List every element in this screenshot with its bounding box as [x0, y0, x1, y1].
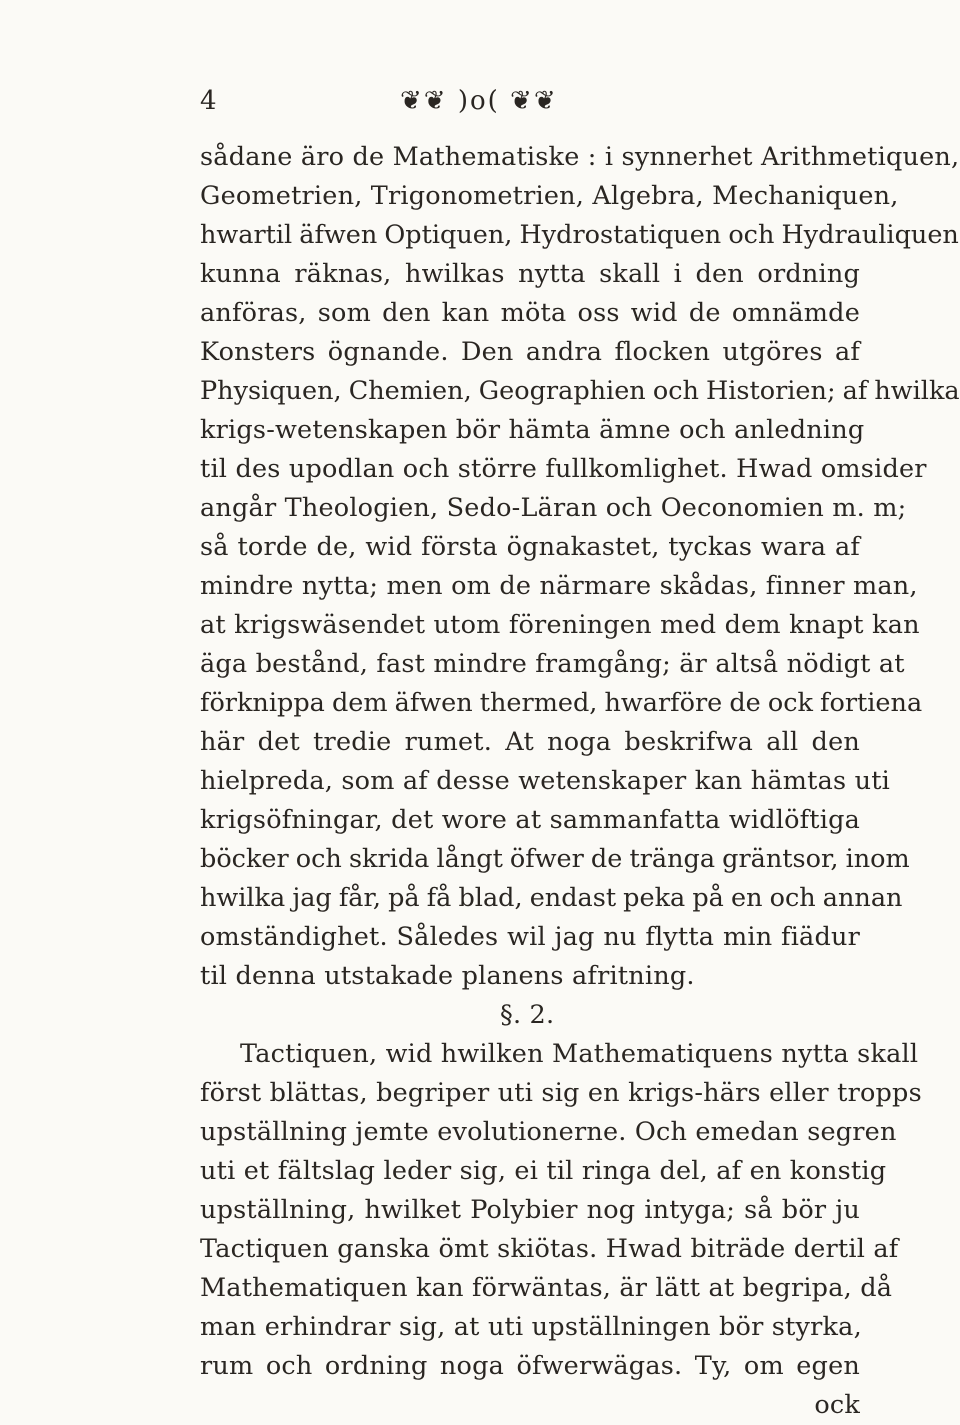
text-line: man erhindrar sig, at uti upställningen bör styrka, — [200, 1312, 862, 1342]
text-line: krigs-wetenskapen bör hämta ämne och anledning — [200, 415, 865, 445]
body-text — [200, 138, 960, 1425]
text-line: Tactiquen, wid hwilken Mathematiquens nytta skall — [240, 1039, 919, 1069]
text-line: äga bestånd, fast mindre framgång; är altså nödigt at — [200, 649, 905, 679]
text-line: upställning, hwilket Polybier nog intyga; så bör ju — [200, 1195, 860, 1225]
text-line: hielpreda, som af desse wetenskaper kan hämtas uti — [200, 766, 891, 796]
text-line: Konsters ögnande. Den andra flocken utgöres af — [200, 337, 860, 367]
text-line: hwartil äfwen Optiquen, Hydrostatiquen och Hydrauliquen — [200, 220, 959, 250]
text-line: mindre nytta; men om de närmare skådas, finner man, — [200, 571, 918, 601]
text-line: Tactiquen ganska ömt skiötas. Hwad biträde dertil af — [200, 1234, 899, 1264]
text-line: kunna räknas, hwilkas nytta skall i den ordning — [200, 259, 860, 289]
text-line: angår Theologien, Sedo-Läran och Oeconomien m. m; — [200, 493, 907, 523]
text-line: böcker och skrida långt öfwer de tränga gräntsor, inom — [200, 844, 910, 874]
text-line: omständighet. Således wil jag nu flytta min fiädur — [200, 922, 860, 952]
text-line: först blättas, begriper uti sig en krigs-härs eller tropps — [200, 1078, 922, 1108]
text-line: upställning jemte evolutionerne. Och emedan segren — [200, 1117, 897, 1147]
text-line: krigsöfningar, det wore at sammanfatta widlöftiga — [200, 805, 860, 835]
text-line: hwilka jag får, på få blad, endast peka på en och annan — [200, 883, 903, 913]
text-line: rum och ordning noga öfwerwägas. Ty, om egen — [200, 1351, 860, 1381]
text-line: uti et fältslag leder sig, ei til ringa del, af en konstig — [200, 1156, 887, 1186]
text-line: til des upodlan och större fullkomlighet. Hwad omsider — [200, 454, 927, 484]
text-line: sådane äro de Mathematiske : i synnerhet Arithmetiquen, — [200, 142, 960, 172]
text-line: Geometrien, Trigonometrien, Algebra, Mechaniquen, — [200, 181, 899, 211]
catchword: ock — [814, 1390, 860, 1420]
section-heading: §. 2. — [500, 1000, 555, 1030]
text-line: så torde de, wid första ögnakastet, tyckas wara af — [200, 532, 860, 562]
page-number: 4 — [200, 86, 218, 116]
header-ornament: ❦❦ )o( ❦❦ — [400, 86, 558, 116]
running-head — [200, 86, 860, 126]
text-line: Physiquen, Chemien, Geographien och Historien; af hwilka — [200, 376, 960, 406]
text-line: anföras, som den kan möta oss wid de omnämde — [200, 298, 860, 328]
text-line: förknippa dem äfwen thermed, hwarföre de ock fortiena — [200, 688, 923, 718]
text-line: här det tredie rumet. At noga beskrifwa all den — [200, 727, 860, 757]
text-line: at krigswäsendet utom föreningen med dem knapt kan — [200, 610, 920, 640]
text-line: Mathematiquen kan förwäntas, är lätt at begripa, då — [200, 1273, 893, 1303]
text-line: til denna utstakade planens afritning. — [200, 961, 695, 991]
